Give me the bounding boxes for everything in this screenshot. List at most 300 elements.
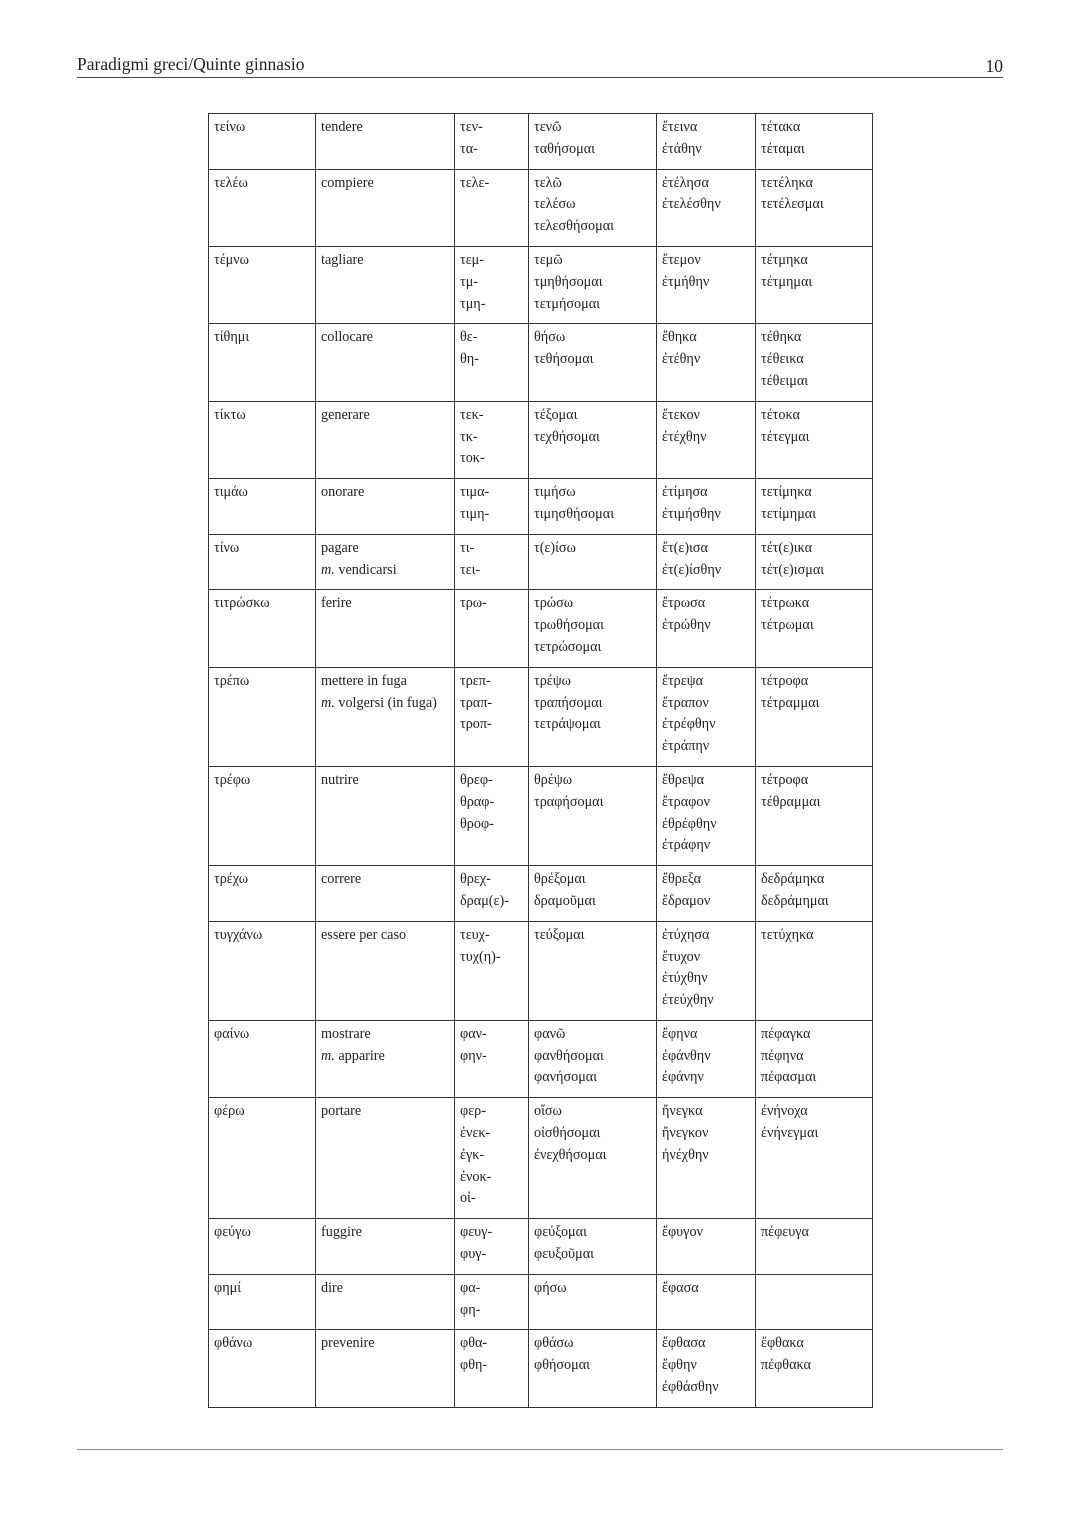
cell-line: τετρώσομαι	[534, 638, 602, 655]
lemma-cell	[209, 1020, 316, 1097]
future-cell	[529, 921, 657, 1020]
cell-line: τέτ(ε)ικα	[761, 539, 813, 556]
cell-line: ἐτέλησα	[662, 174, 709, 191]
cell-line: ἐνεκ-	[460, 1125, 491, 1142]
cell-line: ἔτ(ε)ισα	[662, 539, 708, 556]
roots-cell	[455, 1219, 529, 1275]
cell-line: πέφηνα	[761, 1047, 804, 1064]
aorist-cell	[657, 1020, 756, 1097]
verb-rows	[209, 114, 873, 1408]
roots-cell	[455, 590, 529, 667]
cell-line: θε-	[460, 329, 478, 346]
cell-line: τελέσω	[534, 196, 576, 213]
cell-line: ἐτύχθην	[662, 970, 708, 987]
cell-line: φαίνω	[214, 1025, 250, 1042]
cell-line: ἐνήνεγμαι	[761, 1125, 819, 1142]
cell-line: τέμνω	[214, 251, 250, 268]
cell-line: prevenire	[321, 1335, 375, 1352]
cell-line: τέτοκα	[761, 406, 800, 423]
cell-line: τίνω	[214, 539, 240, 556]
cell-line: ἐφάνθην	[662, 1047, 711, 1064]
cell-line: ἤνεγκα	[662, 1103, 703, 1120]
cell-line: τεν-	[460, 119, 483, 135]
cell-line: tendere	[321, 119, 363, 135]
table-row	[209, 114, 873, 170]
future-cell	[529, 534, 657, 590]
cell-line: τέτεγμαι	[761, 428, 810, 445]
cell-line: ἔθρεψα	[662, 771, 705, 788]
cell-line: ἐφθάσθην	[662, 1379, 719, 1396]
perfect-cell	[756, 169, 873, 246]
cell-line: ταθήσομαι	[534, 140, 595, 157]
aorist-cell	[657, 1219, 756, 1275]
lemma-cell	[209, 169, 316, 246]
cell-line: φευξοῦμαι	[534, 1246, 594, 1263]
table-row	[209, 534, 873, 590]
cell-line: onorare	[321, 484, 365, 501]
table-row	[209, 169, 873, 246]
aorist-cell	[657, 866, 756, 922]
meaning-cell	[316, 114, 455, 170]
cell-line: φανθήσομαι	[534, 1047, 604, 1064]
meaning-cell	[316, 324, 455, 401]
cell-line: portare	[321, 1103, 362, 1120]
cell-line: τρεπ-	[460, 672, 491, 689]
future-cell	[529, 479, 657, 535]
cell-line: ἔφθακα	[761, 1335, 804, 1352]
lemma-cell	[209, 1219, 316, 1275]
table-row	[209, 401, 873, 478]
page-number: 10	[985, 56, 1003, 76]
aorist-cell	[657, 534, 756, 590]
meaning-cell	[316, 667, 455, 766]
cell-line: τέτραμμαι	[761, 694, 820, 711]
table-row	[209, 479, 873, 535]
meaning-cell	[316, 1219, 455, 1275]
cell-line: essere per caso	[321, 926, 407, 943]
cell-line: φθάσω	[534, 1335, 574, 1352]
cell-line: οἴσω	[534, 1103, 562, 1120]
cell-line: ἐνεχθήσομαι	[534, 1146, 607, 1163]
table-row	[209, 766, 873, 865]
cell-line: ἔθρεξα	[662, 871, 702, 888]
cell-line: φην-	[460, 1047, 487, 1064]
cell-line: τελέω	[214, 174, 248, 191]
perfect-cell	[756, 1020, 873, 1097]
cell-line: τετράψομαι	[534, 716, 601, 733]
perfect-cell	[756, 246, 873, 323]
lemma-cell	[209, 479, 316, 535]
meaning-cell	[316, 534, 455, 590]
cell-line: τιμα-	[460, 484, 490, 501]
cell-line: ἐτύχησα	[662, 926, 710, 943]
cell-line: correre	[321, 871, 362, 888]
meaning-cell	[316, 246, 455, 323]
cell-line: φα-	[460, 1279, 481, 1296]
aorist-cell	[657, 766, 756, 865]
cell-line: ἐτάθην	[662, 140, 702, 157]
cell-line: ἐγκ-	[460, 1146, 485, 1163]
future-cell	[529, 169, 657, 246]
cell-line: ἔτεινα	[662, 119, 698, 135]
roots-cell	[455, 246, 529, 323]
future-cell	[529, 246, 657, 323]
cell-line: τέτμηκα	[761, 251, 808, 268]
cell-line: ἔφασα	[662, 1279, 699, 1296]
cell-line: τέτρωκα	[761, 595, 810, 612]
cell-line: nutrire	[321, 771, 359, 788]
aorist-cell	[657, 1330, 756, 1407]
cell-line: τρέψω	[534, 672, 571, 689]
cell-line: ἔφθασα	[662, 1335, 706, 1352]
cell-line: ἔφθην	[662, 1357, 697, 1374]
perfect-cell	[756, 324, 873, 401]
cell-line: m. apparire	[321, 1047, 385, 1064]
roots-cell	[455, 921, 529, 1020]
cell-line: generare	[321, 406, 370, 423]
meaning-cell	[316, 590, 455, 667]
perfect-cell	[756, 479, 873, 535]
cell-line: ἔτεκον	[662, 406, 700, 423]
future-cell	[529, 1330, 657, 1407]
cell-line: τέθηκα	[761, 329, 802, 346]
cell-line: οἰσθήσομαι	[534, 1125, 601, 1142]
perfect-cell	[756, 590, 873, 667]
lemma-cell	[209, 401, 316, 478]
cell-line: ἐτέθην	[662, 351, 701, 368]
table-row	[209, 866, 873, 922]
cell-line: τεχθήσομαι	[534, 428, 600, 445]
cell-line: θήσω	[534, 329, 566, 346]
aorist-cell	[657, 114, 756, 170]
cell-line: ἔδραμον	[662, 892, 711, 909]
table-row	[209, 246, 873, 323]
meaning-cell	[316, 1020, 455, 1097]
cell-line: τυχ(η)-	[460, 948, 501, 965]
cell-line: τελε-	[460, 174, 490, 191]
lemma-cell	[209, 667, 316, 766]
cell-line: τέθεικα	[761, 351, 804, 368]
cell-line: τελῶ	[534, 174, 562, 191]
table-row	[209, 324, 873, 401]
cell-line: φεύγω	[214, 1224, 251, 1241]
cell-line: ἐτράφην	[662, 837, 711, 854]
cell-line: πέφθακα	[761, 1357, 811, 1374]
cell-line: τι-	[460, 539, 475, 556]
cell-line: τιμήσω	[534, 484, 576, 501]
lemma-cell	[209, 324, 316, 401]
cell-line: ferire	[321, 595, 352, 612]
table-row	[209, 1219, 873, 1275]
future-cell	[529, 114, 657, 170]
aorist-cell	[657, 1098, 756, 1219]
cell-line: φημί	[214, 1279, 242, 1296]
table-row	[209, 1274, 873, 1330]
perfect-cell	[756, 921, 873, 1020]
future-cell	[529, 401, 657, 478]
meaning-cell	[316, 1330, 455, 1407]
meaning-cell	[316, 921, 455, 1020]
cell-line: ἠνέχθην	[662, 1146, 709, 1163]
roots-cell	[455, 1330, 529, 1407]
cell-line: φθήσομαι	[534, 1357, 591, 1374]
cell-line: τέθραμμαι	[761, 793, 821, 810]
cell-line: θρεφ-	[460, 771, 493, 788]
lemma-cell	[209, 114, 316, 170]
cell-line: compiere	[321, 174, 374, 191]
roots-cell	[455, 667, 529, 766]
aorist-cell	[657, 921, 756, 1020]
lemma-cell	[209, 1274, 316, 1330]
cell-line: φη-	[460, 1301, 481, 1318]
cell-line: ἐθρέφθην	[662, 815, 717, 832]
cell-line: ἐτέχθην	[662, 428, 707, 445]
cell-line: ἔτραφον	[662, 793, 710, 810]
cell-line: φυγ-	[460, 1246, 487, 1263]
cell-line: τέτρωμαι	[761, 617, 814, 634]
aorist-cell	[657, 1274, 756, 1330]
cell-line: πέφαγκα	[761, 1025, 811, 1042]
cell-line: τρέφω	[214, 771, 251, 788]
cell-line: φήσω	[534, 1279, 567, 1296]
future-cell	[529, 1219, 657, 1275]
meaning-cell	[316, 169, 455, 246]
cell-line: δεδράμηκα	[761, 871, 825, 888]
cell-line: τρωθήσομαι	[534, 617, 604, 634]
cell-line: m. volgersi (in fuga)	[321, 694, 437, 711]
cell-line: τκ-	[460, 428, 478, 445]
cell-line: τα-	[460, 140, 478, 157]
cell-line: τμηθήσομαι	[534, 273, 603, 290]
cell-line: τιμη-	[460, 505, 490, 522]
cell-line: δεδράμημαι	[761, 892, 829, 909]
aorist-cell	[657, 667, 756, 766]
cell-line: m. vendicarsi	[321, 561, 397, 578]
cell-line: ἐτιμήσθην	[662, 505, 721, 522]
cell-line: τετύχηκα	[761, 926, 814, 943]
cell-line: fuggire	[321, 1224, 362, 1241]
cell-line: ἐφάνην	[662, 1069, 704, 1086]
meaning-cell	[316, 866, 455, 922]
future-cell	[529, 324, 657, 401]
cell-line: τει-	[460, 561, 481, 578]
roots-cell	[455, 479, 529, 535]
cell-line: τ(ε)ίσω	[534, 539, 576, 556]
cell-line: mostrare	[321, 1025, 371, 1042]
cell-line: τετίμημαι	[761, 505, 817, 522]
cell-line: τιμάω	[214, 484, 248, 501]
cell-line: ἔφηνα	[662, 1025, 698, 1042]
future-cell	[529, 1098, 657, 1219]
cell-line: τμη-	[460, 295, 486, 312]
cell-line: τμ-	[460, 273, 479, 290]
cell-line: θη-	[460, 351, 479, 368]
cell-line: πέφευγα	[761, 1224, 809, 1241]
perfect-cell	[756, 1098, 873, 1219]
cell-line: τραφήσομαι	[534, 793, 604, 810]
meaning-cell	[316, 766, 455, 865]
meaning-cell	[316, 401, 455, 478]
aorist-cell	[657, 246, 756, 323]
cell-line: τέτ(ε)ισμαι	[761, 561, 825, 578]
lemma-cell	[209, 246, 316, 323]
cell-line: ἐτεύχθην	[662, 992, 714, 1009]
cell-line: τέξομαι	[534, 406, 578, 423]
cell-line: ἐτ(ε)ίσθην	[662, 561, 722, 578]
cell-line: φανῶ	[534, 1025, 566, 1042]
cell-line: τέτροφα	[761, 771, 809, 788]
cell-line: θρέψω	[534, 771, 573, 788]
cell-line: ἐτρέφθην	[662, 716, 716, 733]
table-row	[209, 921, 873, 1020]
cell-line: ἤνεγκον	[662, 1125, 709, 1142]
future-cell	[529, 590, 657, 667]
cell-line: τιμησθήσομαι	[534, 505, 615, 522]
lemma-cell	[209, 866, 316, 922]
roots-cell	[455, 866, 529, 922]
cell-line: dire	[321, 1279, 344, 1296]
cell-line: τρώσω	[534, 595, 574, 612]
cell-line: τεθήσομαι	[534, 351, 594, 368]
cell-line: φευγ-	[460, 1224, 493, 1241]
future-cell	[529, 1020, 657, 1097]
perfect-cell	[756, 114, 873, 170]
cell-line: θροφ-	[460, 815, 494, 832]
cell-line: τροπ-	[460, 716, 492, 733]
cell-line: φερ-	[460, 1103, 486, 1120]
cell-line: τοκ-	[460, 450, 485, 467]
cell-line: τέθειμαι	[761, 372, 809, 389]
cell-line: ἐτράπην	[662, 738, 710, 755]
cell-line: mettere in fuga	[321, 672, 407, 689]
perfect-cell	[756, 766, 873, 865]
future-cell	[529, 667, 657, 766]
cell-line: ἔφυγον	[662, 1224, 703, 1241]
cell-line: τίκτω	[214, 406, 246, 423]
roots-cell	[455, 534, 529, 590]
cell-line: θρέξομαι	[534, 871, 586, 888]
roots-cell	[455, 169, 529, 246]
cell-line: τεκ-	[460, 406, 484, 423]
cell-line: τευχ-	[460, 926, 490, 943]
perfect-cell	[756, 1219, 873, 1275]
cell-line: τρέπω	[214, 672, 250, 689]
cell-line: τετμήσομαι	[534, 295, 600, 312]
roots-cell	[455, 401, 529, 478]
cell-line: τιτρώσκω	[214, 595, 270, 612]
future-cell	[529, 1274, 657, 1330]
cell-line: πέφασμαι	[761, 1069, 817, 1086]
cell-line: tagliare	[321, 251, 364, 268]
cell-line: τελεσθήσομαι	[534, 218, 614, 235]
roots-cell	[455, 1020, 529, 1097]
cell-line: collocare	[321, 329, 373, 346]
cell-line: φθάνω	[214, 1335, 253, 1352]
perfect-cell	[756, 866, 873, 922]
roots-cell	[455, 324, 529, 401]
cell-line: δραμ(ε)-	[460, 892, 509, 909]
lemma-cell	[209, 590, 316, 667]
aorist-cell	[657, 590, 756, 667]
cell-line: ἔτρωσα	[662, 595, 706, 612]
cell-line: θρεχ-	[460, 871, 491, 888]
perfect-cell	[756, 1330, 873, 1407]
cell-line: τετέλεσμαι	[761, 196, 824, 213]
cell-line: ἔτραπον	[662, 694, 709, 711]
cell-line: ἐτμήθην	[662, 273, 710, 290]
cell-line: ἐτίμησα	[662, 484, 708, 501]
future-cell	[529, 866, 657, 922]
cell-line: φεύξομαι	[534, 1224, 587, 1241]
cell-line: τέτμημαι	[761, 273, 813, 290]
cell-line: ἔτρεψα	[662, 672, 704, 689]
lemma-cell	[209, 921, 316, 1020]
cell-line: τυγχάνω	[214, 926, 263, 943]
cell-line: τεύξομαι	[534, 926, 585, 943]
cell-line: τείνω	[214, 119, 246, 135]
cell-line: τρω-	[460, 595, 487, 612]
cell-line: τετέληκα	[761, 174, 813, 191]
table-row	[209, 590, 873, 667]
perfect-cell	[756, 667, 873, 766]
perfect-cell	[756, 401, 873, 478]
cell-line: pagare	[321, 539, 359, 556]
table-row	[209, 667, 873, 766]
cell-line: δραμοῦμαι	[534, 892, 596, 909]
cell-line: φθα-	[460, 1335, 488, 1352]
cell-line: τεμῶ	[534, 251, 563, 268]
cell-line: τέταμαι	[761, 140, 805, 157]
meaning-cell	[316, 1098, 455, 1219]
table-row	[209, 1098, 873, 1219]
meaning-cell	[316, 479, 455, 535]
lemma-cell	[209, 1098, 316, 1219]
aorist-cell	[657, 479, 756, 535]
table-row	[209, 1330, 873, 1407]
cell-line: τενῶ	[534, 119, 562, 135]
cell-line: ἐνοκ-	[460, 1168, 492, 1185]
lemma-cell	[209, 1330, 316, 1407]
lemma-cell	[209, 534, 316, 590]
cell-line: τεμ-	[460, 251, 484, 268]
meaning-cell	[316, 1274, 455, 1330]
cell-line: ἐτρώθην	[662, 617, 711, 634]
aorist-cell	[657, 401, 756, 478]
roots-cell	[455, 766, 529, 865]
cell-line: οἰ-	[460, 1190, 476, 1207]
cell-line: ἔτυχον	[662, 948, 701, 965]
aorist-cell	[657, 169, 756, 246]
cell-line: φέρω	[214, 1103, 245, 1120]
perfect-cell	[756, 534, 873, 590]
cell-line: τραπ-	[460, 694, 493, 711]
page-header	[77, 52, 1003, 78]
cell-line: θραφ-	[460, 793, 495, 810]
cell-line: τίθημι	[214, 329, 250, 346]
cell-line: τέτροφα	[761, 672, 809, 689]
roots-cell	[455, 1274, 529, 1330]
aorist-cell	[657, 324, 756, 401]
verb-paradigm-table	[208, 113, 873, 1408]
header-title: Paradigmi greci/Quinte ginnasio	[77, 54, 305, 74]
cell-line: φθη-	[460, 1357, 488, 1374]
cell-line: φαν-	[460, 1025, 487, 1042]
lemma-cell	[209, 766, 316, 865]
cell-line: τραπήσομαι	[534, 694, 603, 711]
roots-cell	[455, 114, 529, 170]
table-row	[209, 1020, 873, 1097]
footer-rule	[77, 1449, 1003, 1450]
